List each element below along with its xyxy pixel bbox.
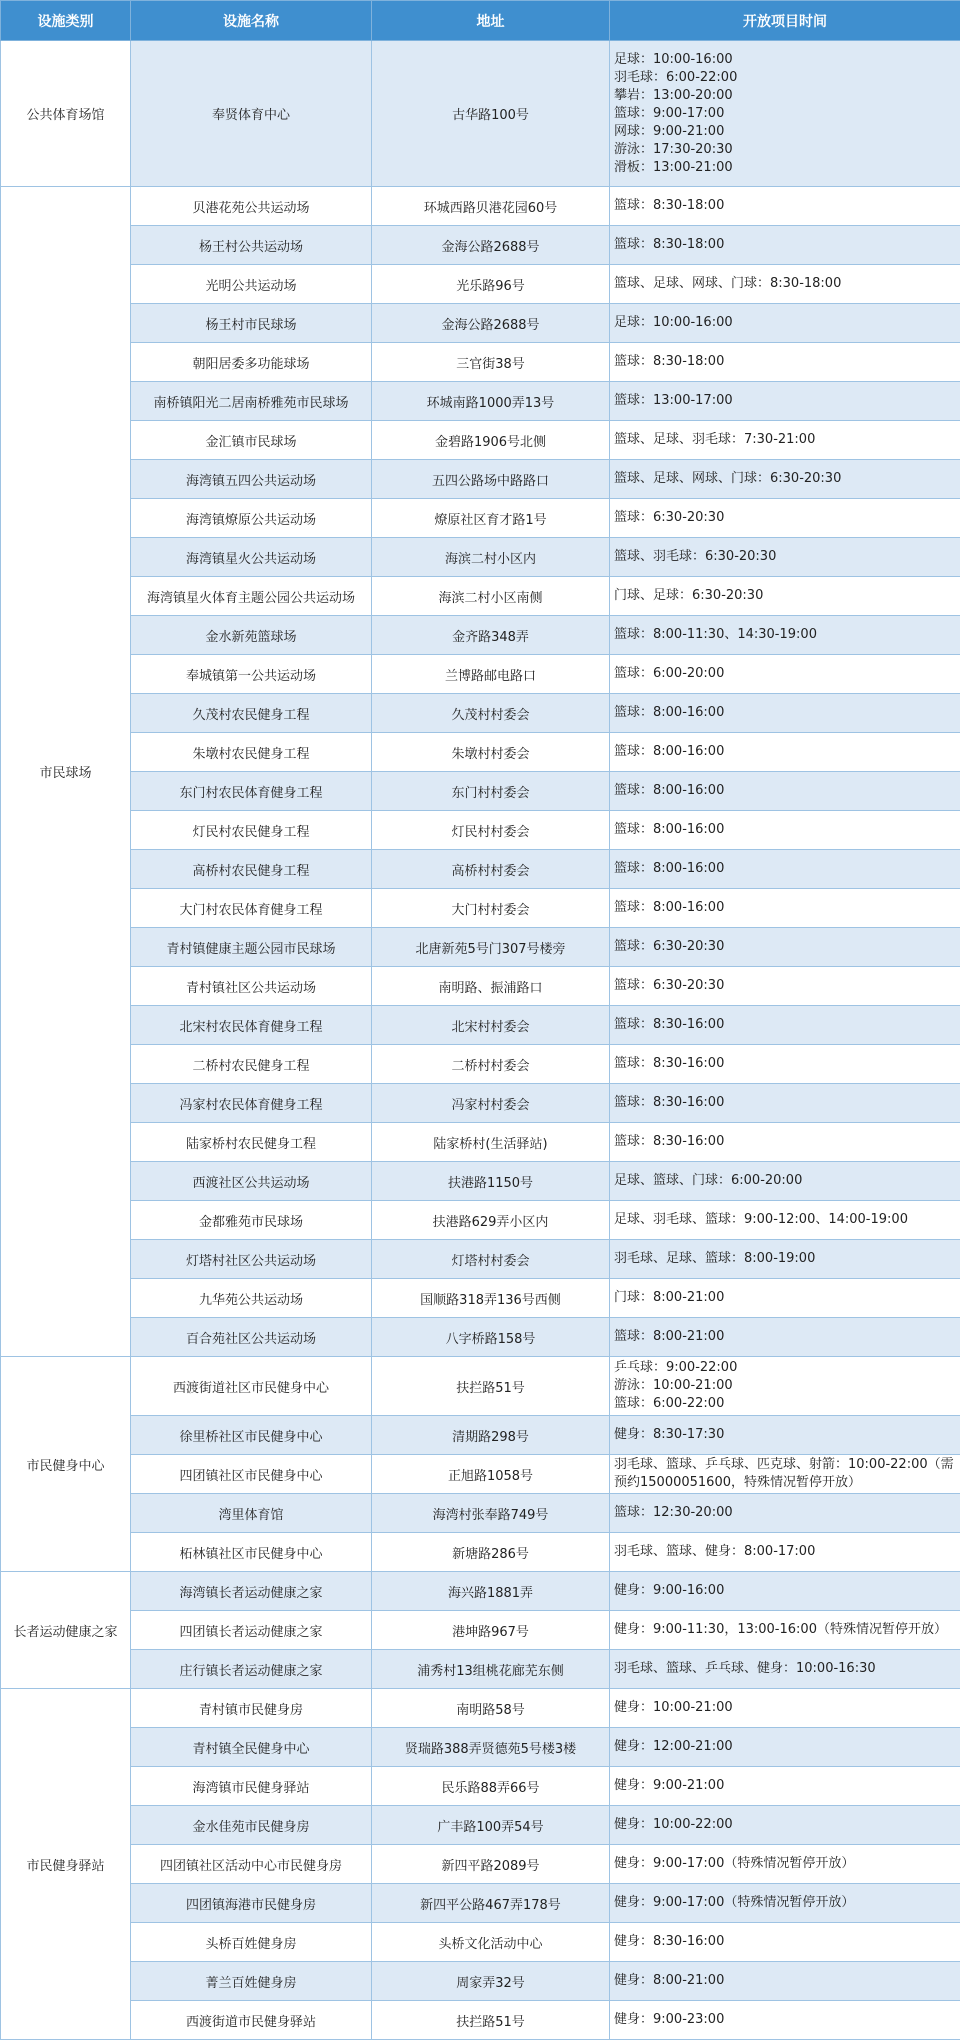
facility-name-cell: 冯家村农民体育健身工程 (131, 1084, 372, 1123)
hours-line: 篮球：8:00-16:00 (614, 861, 725, 876)
hours-line: 健身：8:00-21:00 (614, 1973, 725, 1988)
table-row (1, 460, 960, 499)
facility-name-cell: 久茂村农民健身工程 (131, 694, 372, 733)
hours-line: 健身：9:00-17:00（特殊情况暂停开放） (614, 1856, 855, 1871)
hours-line: 篮球：6:30-20:30 (614, 510, 725, 525)
hours-cell (610, 1494, 960, 1533)
address-cell: 南明路58号 (372, 1689, 610, 1728)
hours-line: 篮球：8:30-18:00 (614, 198, 725, 213)
facility-name-cell: 金都雅苑市民球场 (131, 1201, 372, 1240)
hours-cell (610, 967, 960, 1006)
hours-cell (610, 1572, 960, 1611)
hours-line: 健身：9:00-11:30，13:00-16:00（特殊情况暂停开放） (614, 1622, 947, 1637)
hours-line: 游泳：10:00-21:00 (614, 1378, 733, 1393)
hours-cell (610, 265, 960, 304)
table-row (1, 1650, 960, 1689)
address-cell: 金碧路1906号北侧 (372, 421, 610, 460)
facility-name-cell: 四团镇海港市民健身房 (131, 1884, 372, 1923)
hours-line: 篮球：8:30-18:00 (614, 237, 725, 252)
hours-line: 门球：8:00-21:00 (614, 1290, 725, 1305)
table-row (1, 616, 960, 655)
hours-line: 羽毛球、篮球、乒乓球、匹克球、射箭：10:00-22:00（需 (614, 1457, 954, 1472)
hours-cell (610, 304, 960, 343)
hours-cell (610, 1045, 960, 1084)
table-row (1, 733, 960, 772)
address-cell: 光乐路96号 (372, 265, 610, 304)
hours-cell (610, 1806, 960, 1845)
table-header (1, 1, 960, 41)
facility-name-cell: 朝阳居委多功能球场 (131, 343, 372, 382)
hours-cell (610, 1689, 960, 1728)
hours-cell (610, 2001, 960, 2040)
address-cell: 南明路、振浦路口 (372, 967, 610, 1006)
table-row (1, 226, 960, 265)
address-cell: 久茂村村委会 (372, 694, 610, 733)
facility-name-cell: 海湾镇星火体育主题公园公共运动场 (131, 577, 372, 616)
table-row (1, 655, 960, 694)
address-cell: 五四公路场中路路口 (372, 460, 610, 499)
address-cell: 扶港路1150号 (372, 1162, 610, 1201)
address-cell: 东门村村委会 (372, 772, 610, 811)
hours-cell (610, 1006, 960, 1045)
table-row (1, 850, 960, 889)
address-cell: 贤瑞路388弄贤德苑5号楼3楼 (372, 1728, 610, 1767)
table-row (1, 1689, 960, 1728)
address-cell: 北宋村村委会 (372, 1006, 610, 1045)
address-cell: 环城西路贝港花园60号 (372, 187, 610, 226)
hours-cell (610, 1650, 960, 1689)
facility-name-cell: 金汇镇市民球场 (131, 421, 372, 460)
hours-line: 篮球：8:30-16:00 (614, 1134, 725, 1149)
facility-name-cell: 海湾镇燎原公共运动场 (131, 499, 372, 538)
table-row (1, 1845, 960, 1884)
hours-cell (610, 1162, 960, 1201)
address-cell: 扶拦路51号 (372, 1357, 610, 1416)
address-cell: 新塘路286号 (372, 1533, 610, 1572)
hours-line: 羽毛球：6:00-22:00 (614, 69, 738, 85)
facility-name-cell: 陆家桥村农民健身工程 (131, 1123, 372, 1162)
hours-cell (610, 889, 960, 928)
hours-line: 篮球、足球、羽毛球：7:30-21:00 (614, 432, 816, 447)
hours-cell (610, 1318, 960, 1357)
address-cell: 古华路100号 (372, 41, 610, 187)
table-row (1, 694, 960, 733)
facility-name-cell: 头桥百姓健身房 (131, 1923, 372, 1962)
hours-cell (610, 1123, 960, 1162)
facility-name-cell: 奉城镇第一公共运动场 (131, 655, 372, 694)
facility-name-cell: 贝港花苑公共运动场 (131, 187, 372, 226)
address-cell: 海滨二村小区内 (372, 538, 610, 577)
hours-cell (610, 1728, 960, 1767)
table-row (1, 343, 960, 382)
facility-name-cell: 海湾镇市民健身驿站 (131, 1767, 372, 1806)
category-cell: 公共体育场馆 (1, 41, 131, 187)
hours-line: 篮球：12:30-20:00 (614, 1505, 733, 1520)
table-row (1, 499, 960, 538)
address-cell: 金海公路2688号 (372, 226, 610, 265)
address-cell: 头桥文化活动中心 (372, 1923, 610, 1962)
address-cell: 国顺路318弄136号西侧 (372, 1279, 610, 1318)
table-row (1, 1767, 960, 1806)
facility-name-cell: 杨王村市民球场 (131, 304, 372, 343)
facility-name-cell: 朱墩村农民健身工程 (131, 733, 372, 772)
hours-line: 预约15000051600，特殊情况暂停开放） (614, 1475, 861, 1490)
address-cell: 金齐路348弄 (372, 616, 610, 655)
address-cell: 港坤路967号 (372, 1611, 610, 1650)
address-cell: 新四平公路467弄178号 (372, 1884, 610, 1923)
table-row (1, 2001, 960, 2040)
table-row (1, 1201, 960, 1240)
address-cell: 陆家桥村(生活驿站) (372, 1123, 610, 1162)
facility-name-cell: 九华苑公共运动场 (131, 1279, 372, 1318)
hours-line: 游泳：17:30-20:30 (614, 141, 733, 157)
hours-cell (610, 382, 960, 421)
table-row (1, 889, 960, 928)
address-cell: 浦秀村13组桃花廊芜东侧 (372, 1650, 610, 1689)
table-row (1, 811, 960, 850)
hours-line: 健身：9:00-23:00 (614, 2012, 725, 2027)
table-row (1, 1923, 960, 1962)
table-body (1, 41, 960, 2040)
address-cell: 朱墩村村委会 (372, 733, 610, 772)
facility-name-cell: 东门村农民体育健身工程 (131, 772, 372, 811)
table-row (1, 1162, 960, 1201)
facility-name-cell: 青村镇全民健身中心 (131, 1728, 372, 1767)
hours-line: 篮球、足球、网球、门球：6:30-20:30 (614, 471, 842, 486)
facility-name-cell: 杨王村公共运动场 (131, 226, 372, 265)
address-cell: 扶拦路51号 (372, 2001, 610, 2040)
address-cell: 正旭路1058号 (372, 1455, 610, 1494)
table-row (1, 772, 960, 811)
hours-cell (610, 811, 960, 850)
address-cell: 民乐路88弄66号 (372, 1767, 610, 1806)
hours-cell (610, 1767, 960, 1806)
facility-name-cell: 高桥村农民健身工程 (131, 850, 372, 889)
facility-name-cell: 海湾镇五四公共运动场 (131, 460, 372, 499)
hours-line: 网球：9:00-21:00 (614, 123, 725, 139)
hours-cell (610, 850, 960, 889)
facility-name-cell: 西渡社区公共运动场 (131, 1162, 372, 1201)
address-cell: 大门村村委会 (372, 889, 610, 928)
table-row (1, 1806, 960, 1845)
hours-line: 篮球：8:00-16:00 (614, 744, 725, 759)
table-row (1, 1572, 960, 1611)
facility-name-cell: 大门村农民体育健身工程 (131, 889, 372, 928)
hours-line: 篮球：13:00-17:00 (614, 393, 733, 408)
hours-cell (610, 1279, 960, 1318)
facility-name-cell: 青村镇市民健身房 (131, 1689, 372, 1728)
hours-line: 篮球：8:00-16:00 (614, 705, 725, 720)
address-cell: 海湾村张奉路749号 (372, 1494, 610, 1533)
table-row (1, 577, 960, 616)
hours-line: 篮球：8:00-11:30、14:30-19:00 (614, 627, 817, 642)
facility-name-cell: 南桥镇阳光二居南桥雅苑市民球场 (131, 382, 372, 421)
header-row (1, 1, 960, 41)
hours-cell (610, 538, 960, 577)
address-cell: 三官街38号 (372, 343, 610, 382)
hours-cell (610, 1611, 960, 1650)
hours-line: 健身：9:00-21:00 (614, 1778, 725, 1793)
hours-cell (610, 655, 960, 694)
facility-name-cell: 金水佳苑市民健身房 (131, 1806, 372, 1845)
facility-name-cell: 四团镇社区市民健身中心 (131, 1455, 372, 1494)
hours-cell (610, 41, 960, 187)
facility-name-cell: 庄行镇长者运动健康之家 (131, 1650, 372, 1689)
table-row (1, 1045, 960, 1084)
table-row (1, 1611, 960, 1650)
hours-cell (610, 1533, 960, 1572)
hours-line: 篮球：8:30-18:00 (614, 354, 725, 369)
facility-name-cell: 四团镇社区活动中心市民健身房 (131, 1845, 372, 1884)
address-cell: 清期路298号 (372, 1416, 610, 1455)
hours-cell (610, 421, 960, 460)
hours-line: 健身：12:00-21:00 (614, 1739, 733, 1754)
header-category: 设施类别 (1, 1, 131, 41)
hours-cell (610, 1884, 960, 1923)
table-row (1, 538, 960, 577)
hours-line: 篮球：6:00-22:00 (614, 1396, 725, 1411)
hours-cell (610, 1455, 960, 1494)
address-cell: 周家弄32号 (372, 1962, 610, 2001)
hours-line: 篮球：8:00-21:00 (614, 1329, 725, 1344)
category-cell: 长者运动健康之家 (1, 1572, 131, 1689)
table-row (1, 1962, 960, 2001)
hours-line: 足球：10:00-16:00 (614, 51, 733, 67)
category-cell: 市民健身驿站 (1, 1689, 131, 2040)
facility-name-cell: 西渡街道社区市民健身中心 (131, 1357, 372, 1416)
hours-line: 篮球：8:30-16:00 (614, 1095, 725, 1110)
hours-line: 健身：10:00-22:00 (614, 1817, 733, 1832)
table-row (1, 421, 960, 460)
address-cell: 燎原社区育才路1号 (372, 499, 610, 538)
hours-line: 篮球：8:00-16:00 (614, 783, 725, 798)
hours-line: 足球、羽毛球、篮球：9:00-12:00、14:00-19:00 (614, 1212, 908, 1227)
address-cell: 环城南路1000弄13号 (372, 382, 610, 421)
hours-line: 健身：9:00-16:00 (614, 1583, 725, 1598)
facility-name-cell: 柘林镇社区市民健身中心 (131, 1533, 372, 1572)
facility-name-cell: 光明公共运动场 (131, 265, 372, 304)
hours-line: 篮球：8:00-16:00 (614, 900, 725, 915)
table-row (1, 1533, 960, 1572)
hours-cell (610, 499, 960, 538)
hours-cell (610, 694, 960, 733)
facility-name-cell: 西渡街道市民健身驿站 (131, 2001, 372, 2040)
hours-line: 篮球：9:00-17:00 (614, 105, 725, 121)
hours-cell (610, 1416, 960, 1455)
address-cell: 海兴路1881弄 (372, 1572, 610, 1611)
facility-name-cell: 灯塔村社区公共运动场 (131, 1240, 372, 1279)
hours-line: 篮球、足球、网球、门球：8:30-18:00 (614, 276, 842, 291)
hours-cell (610, 928, 960, 967)
facility-name-cell: 北宋村农民体育健身工程 (131, 1006, 372, 1045)
hours-cell (610, 1845, 960, 1884)
table-row (1, 967, 960, 1006)
table-row (1, 928, 960, 967)
hours-cell (610, 187, 960, 226)
table-row (1, 1240, 960, 1279)
header-address: 地址 (372, 1, 610, 41)
hours-line: 羽毛球、足球、篮球：8:00-19:00 (614, 1251, 816, 1266)
facility-name-cell: 百合苑社区公共运动场 (131, 1318, 372, 1357)
address-cell: 兰博路邮电路口 (372, 655, 610, 694)
hours-line: 羽毛球、篮球、健身：8:00-17:00 (614, 1544, 816, 1559)
address-cell: 八字桥路158号 (372, 1318, 610, 1357)
address-cell: 扶港路629弄小区内 (372, 1201, 610, 1240)
hours-line: 篮球、羽毛球：6:30-20:30 (614, 549, 777, 564)
hours-line: 羽毛球、篮球、乒乓球、健身：10:00-16:30 (614, 1661, 876, 1676)
hours-cell (610, 1962, 960, 2001)
table-row (1, 1494, 960, 1533)
facility-name-cell: 二桥村农民健身工程 (131, 1045, 372, 1084)
hours-line: 乒乓球：9:00-22:00 (614, 1360, 738, 1375)
table-row (1, 1416, 960, 1455)
facility-name-cell: 灯民村农民健身工程 (131, 811, 372, 850)
address-cell: 新四平路2089号 (372, 1845, 610, 1884)
table-row (1, 1084, 960, 1123)
hours-cell (610, 733, 960, 772)
table-row (1, 1279, 960, 1318)
table-row (1, 1455, 960, 1494)
facility-name-cell: 海湾镇星火公共运动场 (131, 538, 372, 577)
hours-line: 篮球：8:00-16:00 (614, 822, 725, 837)
hours-line: 篮球：6:00-20:00 (614, 666, 725, 681)
header-hours: 开放项目时间 (610, 1, 960, 41)
table-row (1, 382, 960, 421)
facility-name-cell: 四团镇长者运动健康之家 (131, 1611, 372, 1650)
hours-cell (610, 577, 960, 616)
facility-name-cell: 青村镇健康主题公园市民球场 (131, 928, 372, 967)
address-cell: 金海公路2688号 (372, 304, 610, 343)
hours-line: 攀岩：13:00-20:00 (614, 87, 733, 103)
hours-cell (610, 1923, 960, 1962)
hours-cell (610, 343, 960, 382)
hours-cell (610, 1201, 960, 1240)
hours-cell (610, 772, 960, 811)
table-row (1, 41, 960, 187)
table-row (1, 1884, 960, 1923)
hours-line: 滑板：13:00-21:00 (614, 159, 733, 175)
hours-cell (610, 1240, 960, 1279)
address-cell: 灯民村村委会 (372, 811, 610, 850)
address-cell: 灯塔村村委会 (372, 1240, 610, 1279)
hours-line: 足球：10:00-16:00 (614, 315, 733, 330)
category-cell: 市民球场 (1, 187, 131, 1357)
table-row (1, 1123, 960, 1162)
hours-line: 门球、足球：6:30-20:30 (614, 588, 764, 603)
facility-name-cell: 金水新苑篮球场 (131, 616, 372, 655)
table-row (1, 1728, 960, 1767)
hours-line: 篮球：6:30-20:30 (614, 978, 725, 993)
address-cell: 冯家村村委会 (372, 1084, 610, 1123)
header-name: 设施名称 (131, 1, 372, 41)
address-cell: 高桥村村委会 (372, 850, 610, 889)
hours-line: 健身：8:30-17:30 (614, 1427, 725, 1442)
address-cell: 二桥村村委会 (372, 1045, 610, 1084)
table-row (1, 265, 960, 304)
address-cell: 北唐新苑5号门307号楼旁 (372, 928, 610, 967)
hours-cell (610, 616, 960, 655)
hours-cell (610, 1084, 960, 1123)
table-row (1, 1006, 960, 1045)
address-cell: 海滨二村小区南侧 (372, 577, 610, 616)
hours-line: 健身：8:30-16:00 (614, 1934, 725, 1949)
hours-cell (610, 460, 960, 499)
hours-line: 篮球：8:30-16:00 (614, 1056, 725, 1071)
facility-name-cell: 菁兰百姓健身房 (131, 1962, 372, 2001)
table-row (1, 187, 960, 226)
hours-line: 足球、篮球、门球：6:00-20:00 (614, 1173, 803, 1188)
hours-line: 健身：10:00-21:00 (614, 1700, 733, 1715)
hours-line: 篮球：8:30-16:00 (614, 1017, 725, 1032)
table-row (1, 1357, 960, 1416)
facility-name-cell: 徐里桥社区市民健身中心 (131, 1416, 372, 1455)
facility-name-cell: 青村镇社区公共运动场 (131, 967, 372, 1006)
facility-name-cell: 奉贤体育中心 (131, 41, 372, 187)
hours-line: 篮球：6:30-20:30 (614, 939, 725, 954)
facility-name-cell: 海湾镇长者运动健康之家 (131, 1572, 372, 1611)
hours-cell (610, 226, 960, 265)
facility-name-cell: 湾里体育馆 (131, 1494, 372, 1533)
category-cell: 市民健身中心 (1, 1357, 131, 1572)
table-row (1, 304, 960, 343)
hours-cell (610, 1357, 960, 1416)
address-cell: 广丰路100弄54号 (372, 1806, 610, 1845)
table-row (1, 1318, 960, 1357)
hours-line: 健身：9:00-17:00（特殊情况暂停开放） (614, 1895, 855, 1910)
